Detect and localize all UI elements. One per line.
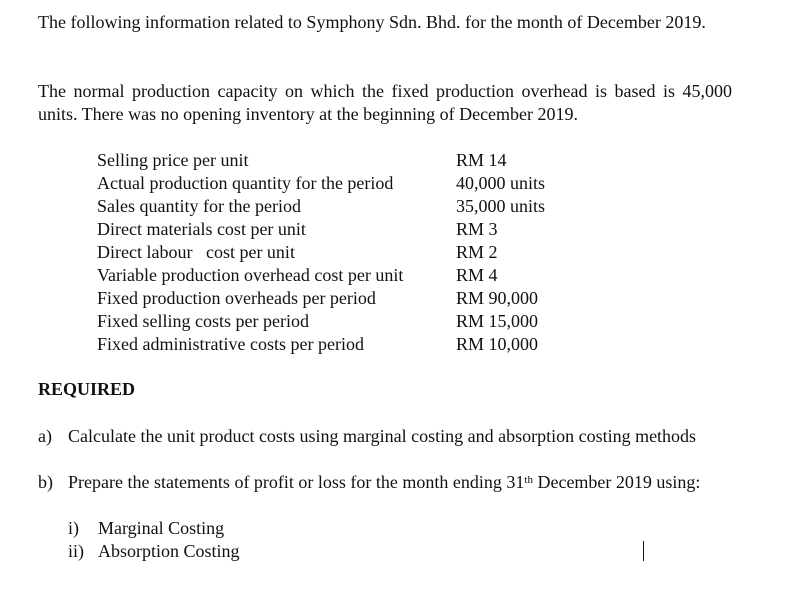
table-row [97, 287, 545, 310]
row-label: Selling price per unit [97, 150, 249, 170]
required-heading: REQUIRED [38, 379, 136, 399]
question-b-text-before: Prepare the statements of profit or loss for the month ending 31 [68, 472, 525, 492]
question-b-superscript: th [524, 474, 533, 486]
sub-item-text: Marginal Costing [98, 518, 225, 538]
row-value: RM 14 [456, 150, 507, 170]
table-row [97, 264, 545, 287]
row-label: Fixed production overheads per period [97, 288, 376, 308]
sub-item-absorption [68, 540, 240, 563]
sub-item-marker: ii) [68, 541, 84, 561]
row-value: RM 3 [456, 219, 498, 239]
sub-item-text: Absorption Costing [98, 541, 240, 561]
question-b-marker: b) [38, 472, 53, 492]
table-row [97, 310, 545, 333]
row-label: Fixed selling costs per period [97, 311, 309, 331]
row-value: RM 90,000 [456, 288, 539, 308]
row-value: 35,000 units [456, 196, 546, 216]
capacity-paragraph: The normal production capacity on which the fixed production overhead is based is 45,000 units. There was no opening inventory at the beginning of December 2019. [38, 81, 732, 124]
table-row [97, 241, 545, 264]
question-b-text [68, 471, 732, 494]
row-label: Direct labour cost per unit [97, 242, 295, 262]
table-row [97, 218, 545, 241]
table-row [97, 195, 545, 218]
table-row [97, 333, 545, 356]
sub-item-marginal [68, 517, 224, 540]
row-label: Sales quantity for the period [97, 196, 301, 216]
sub-item-marker: i) [68, 518, 79, 538]
row-label: Actual production quantity for the period [97, 173, 394, 193]
row-label: Variable production overhead cost per unit [97, 265, 404, 285]
question-b-text-after: December 2019 using: [532, 472, 701, 492]
row-value: RM 15,000 [456, 311, 539, 331]
row-value: RM 2 [456, 242, 498, 262]
text-cursor [643, 541, 644, 561]
table-row [97, 149, 545, 172]
cost-data-table [97, 149, 545, 356]
question-a-marker: a) [38, 426, 52, 446]
table-row [97, 172, 545, 195]
question-a [38, 425, 732, 448]
intro-paragraph: The following information related to Symphony Sdn. Bhd. for the month of December 2019. [38, 12, 706, 32]
row-value: RM 4 [456, 265, 498, 285]
row-value: RM 10,000 [456, 334, 539, 354]
row-label: Fixed administrative costs per period [97, 334, 364, 354]
question-b [38, 471, 732, 494]
row-label: Direct materials cost per unit [97, 219, 306, 239]
row-value: 40,000 units [456, 173, 546, 193]
question-a-text: Calculate the unit product costs using marginal costing and absorption costing methods [68, 426, 697, 446]
